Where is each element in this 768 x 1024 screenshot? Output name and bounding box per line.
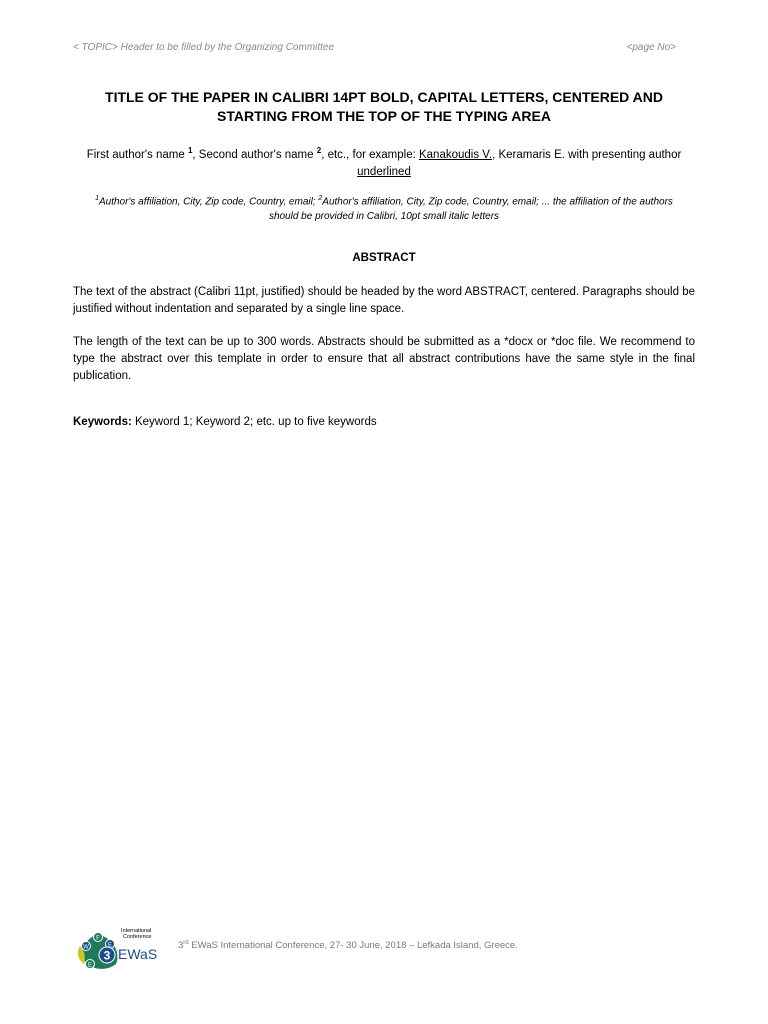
logo-ewas: EWaS — [118, 946, 158, 962]
logo-letter-f: F — [96, 935, 100, 942]
footer-text-sup: rd — [183, 940, 189, 946]
affil-text-1: Author's affiliation, City, Zip code, Country, email; — [98, 196, 319, 208]
logo-letter-e2: E — [107, 942, 113, 949]
author-sup-2: 2 — [316, 146, 322, 155]
affil-sup-1: 1 — [95, 195, 99, 202]
logo-international: International — [121, 928, 152, 934]
underlined-word: underlined — [357, 165, 411, 178]
logo-conference: Conference — [123, 934, 152, 940]
keywords-text: Keyword 1; Keyword 2; etc. up to five keywords — [131, 416, 377, 428]
footer-conference-text — [178, 940, 518, 951]
abstract-paragraph-1: The text of the abstract (Calibri 11pt, justified) should be headed by the word ABSTRACT, centered. Paragraphs should be justified without indentation and separated by a single line space. — [73, 286, 695, 315]
abstract-heading: ABSTRACT — [352, 252, 416, 264]
author-example: , etc., for example: — [321, 148, 419, 161]
author-rest: , Keramaris E. with presenting author — [492, 148, 682, 161]
affiliations — [80, 191, 688, 224]
header-topic: < TOPIC> Header to be filled by the Organizing Committee — [73, 42, 335, 53]
affil-text-2: Author's affiliation, City, Zip code, Country, email; ... the affiliation of the authors should be provided in Calibri, 10pt small italic letters — [268, 196, 673, 223]
logo-letter-e1: E — [87, 962, 93, 969]
authors-line — [80, 142, 688, 181]
affil-sup-2: 2 — [318, 195, 323, 202]
keywords-line — [73, 416, 695, 428]
logo-number: 3 — [103, 948, 111, 963]
footer-text-pre: 3 — [178, 940, 184, 952]
presenting-author: Kanakoudis V. — [418, 148, 493, 161]
abstract-paragraph-2: The length of the text can be up to 300 words. Abstracts should be submitted as a *docx or *doc file. We recommend to type the abstract over this template in order to ensure that all abstract contributions have the same style in the final publication. — [73, 336, 695, 382]
keywords-label: Keywords: — [73, 416, 132, 428]
logo-letter-w: W — [83, 944, 89, 951]
author-sup-1: 1 — [187, 146, 193, 155]
ewas-logo — [76, 924, 172, 972]
page-header — [73, 42, 676, 53]
author-first: First author's name — [86, 148, 188, 161]
paper-title: TITLE OF THE PAPER IN CALIBRI 14PT BOLD, CAPITAL LETTERS, CENTERED AND STARTING FROM THE TOP OF THE TYPING AREA — [105, 89, 663, 124]
header-page-number: <page No> — [626, 42, 676, 53]
author-second: , Second author's name — [192, 148, 317, 161]
footer-text-post: EWaS International Conference, 27- 30 June, 2018 – Lefkada Island, Greece. — [188, 940, 518, 952]
